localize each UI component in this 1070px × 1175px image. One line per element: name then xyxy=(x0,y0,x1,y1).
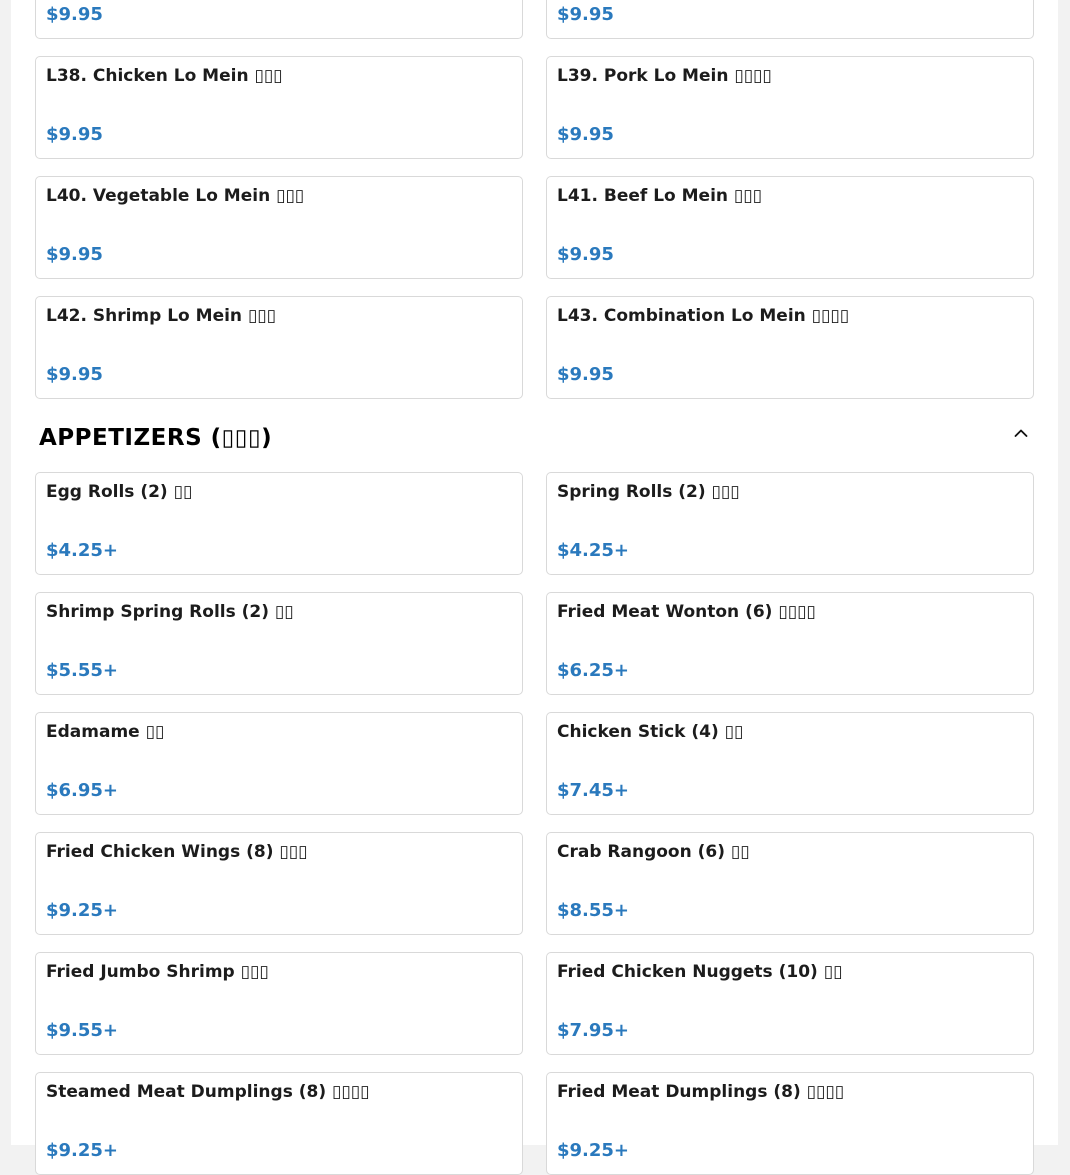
chevron-up-icon[interactable] xyxy=(1012,424,1030,442)
menu-item-name: Crab Rangoon (6) ▯▯ xyxy=(557,842,750,862)
menu-item-card[interactable] xyxy=(35,0,523,39)
menu-item-price: $9.95 xyxy=(557,4,614,25)
menu-item-name: L40. Vegetable Lo Mein ▯▯▯ xyxy=(46,186,305,206)
menu-item-card[interactable] xyxy=(35,1072,523,1175)
menu-item-card[interactable] xyxy=(35,296,523,399)
menu-item-name: Steamed Meat Dumplings (8) ▯▯▯▯ xyxy=(46,1082,370,1102)
menu-item-card[interactable] xyxy=(546,472,1034,575)
menu-item-price: $9.25+ xyxy=(557,1140,630,1161)
menu-item-price: $5.55+ xyxy=(46,660,119,681)
menu-item-price: $4.25+ xyxy=(557,540,630,561)
menu-item-name: L38. Chicken Lo Mein ▯▯▯ xyxy=(46,66,283,86)
menu-item-card[interactable] xyxy=(35,592,523,695)
menu-item-price: $9.95 xyxy=(46,124,103,145)
menu-item-card[interactable] xyxy=(35,832,523,935)
menu-item-card[interactable] xyxy=(546,296,1034,399)
menu-item-card[interactable] xyxy=(546,712,1034,815)
menu-item-price: $6.25+ xyxy=(557,660,630,681)
menu-item-price: $9.55+ xyxy=(46,1020,119,1041)
menu-item-price: $4.25+ xyxy=(46,540,119,561)
menu-item-card[interactable] xyxy=(546,176,1034,279)
appetizers-grid xyxy=(35,472,1034,1175)
menu-item-price: $9.25+ xyxy=(46,900,119,921)
menu-item-card[interactable] xyxy=(35,176,523,279)
menu-item-price: $9.25+ xyxy=(46,1140,119,1161)
menu-page xyxy=(11,0,1058,1161)
menu-item-name: Fried Jumbo Shrimp ▯▯▯ xyxy=(46,962,269,982)
menu-item-name: Chicken Stick (4) ▯▯ xyxy=(557,722,744,742)
menu-item-price: $7.95+ xyxy=(557,1020,630,1041)
menu-item-price: $9.95 xyxy=(557,244,614,265)
menu-item-name: L43. Combination Lo Mein ▯▯▯▯ xyxy=(557,306,850,326)
menu-item-card[interactable] xyxy=(35,56,523,159)
menu-item-name: L41. Beef Lo Mein ▯▯▯ xyxy=(557,186,762,206)
menu-item-name: L42. Shrimp Lo Mein ▯▯▯ xyxy=(46,306,277,326)
lo-mein-grid xyxy=(35,0,1034,399)
menu-item-name: L39. Pork Lo Mein ▯▯▯▯ xyxy=(557,66,772,86)
menu-item-card[interactable] xyxy=(546,1072,1034,1175)
menu-item-card[interactable] xyxy=(546,952,1034,1055)
menu-item-name: Fried Meat Wonton (6) ▯▯▯▯ xyxy=(557,602,816,622)
menu-item-name: Edamame ▯▯ xyxy=(46,722,165,742)
menu-item-name: Fried Chicken Nuggets (10) ▯▯ xyxy=(557,962,843,982)
menu-item-name: Spring Rolls (2) ▯▯▯ xyxy=(557,482,740,502)
menu-item-name: Egg Rolls (2) ▯▯ xyxy=(46,482,193,502)
menu-item-name: Shrimp Spring Rolls (2) ▯▯ xyxy=(46,602,294,622)
menu-item-price: $9.95 xyxy=(557,124,614,145)
menu-item-name: Fried Chicken Wings (8) ▯▯▯ xyxy=(46,842,308,862)
menu-item-price: $9.95 xyxy=(46,364,103,385)
menu-item-price: $7.45+ xyxy=(557,780,630,801)
menu-item-card[interactable] xyxy=(546,56,1034,159)
menu-item-card[interactable] xyxy=(546,592,1034,695)
menu-item-price: $8.55+ xyxy=(557,900,630,921)
menu-item-price: $9.95 xyxy=(46,244,103,265)
appetizers-section-header[interactable] xyxy=(39,420,1034,460)
section-title: APPETIZERS (▯▯▯) xyxy=(39,425,273,451)
menu-item-price: $9.95 xyxy=(557,364,614,385)
menu-item-price: $6.95+ xyxy=(46,780,119,801)
menu-item-price: $9.95 xyxy=(46,4,103,25)
menu-item-card[interactable] xyxy=(546,0,1034,39)
menu-item-card[interactable] xyxy=(35,712,523,815)
menu-item-name: Fried Meat Dumplings (8) ▯▯▯▯ xyxy=(557,1082,845,1102)
menu-item-card[interactable] xyxy=(546,832,1034,935)
menu-item-card[interactable] xyxy=(35,472,523,575)
menu-item-card[interactable] xyxy=(35,952,523,1055)
